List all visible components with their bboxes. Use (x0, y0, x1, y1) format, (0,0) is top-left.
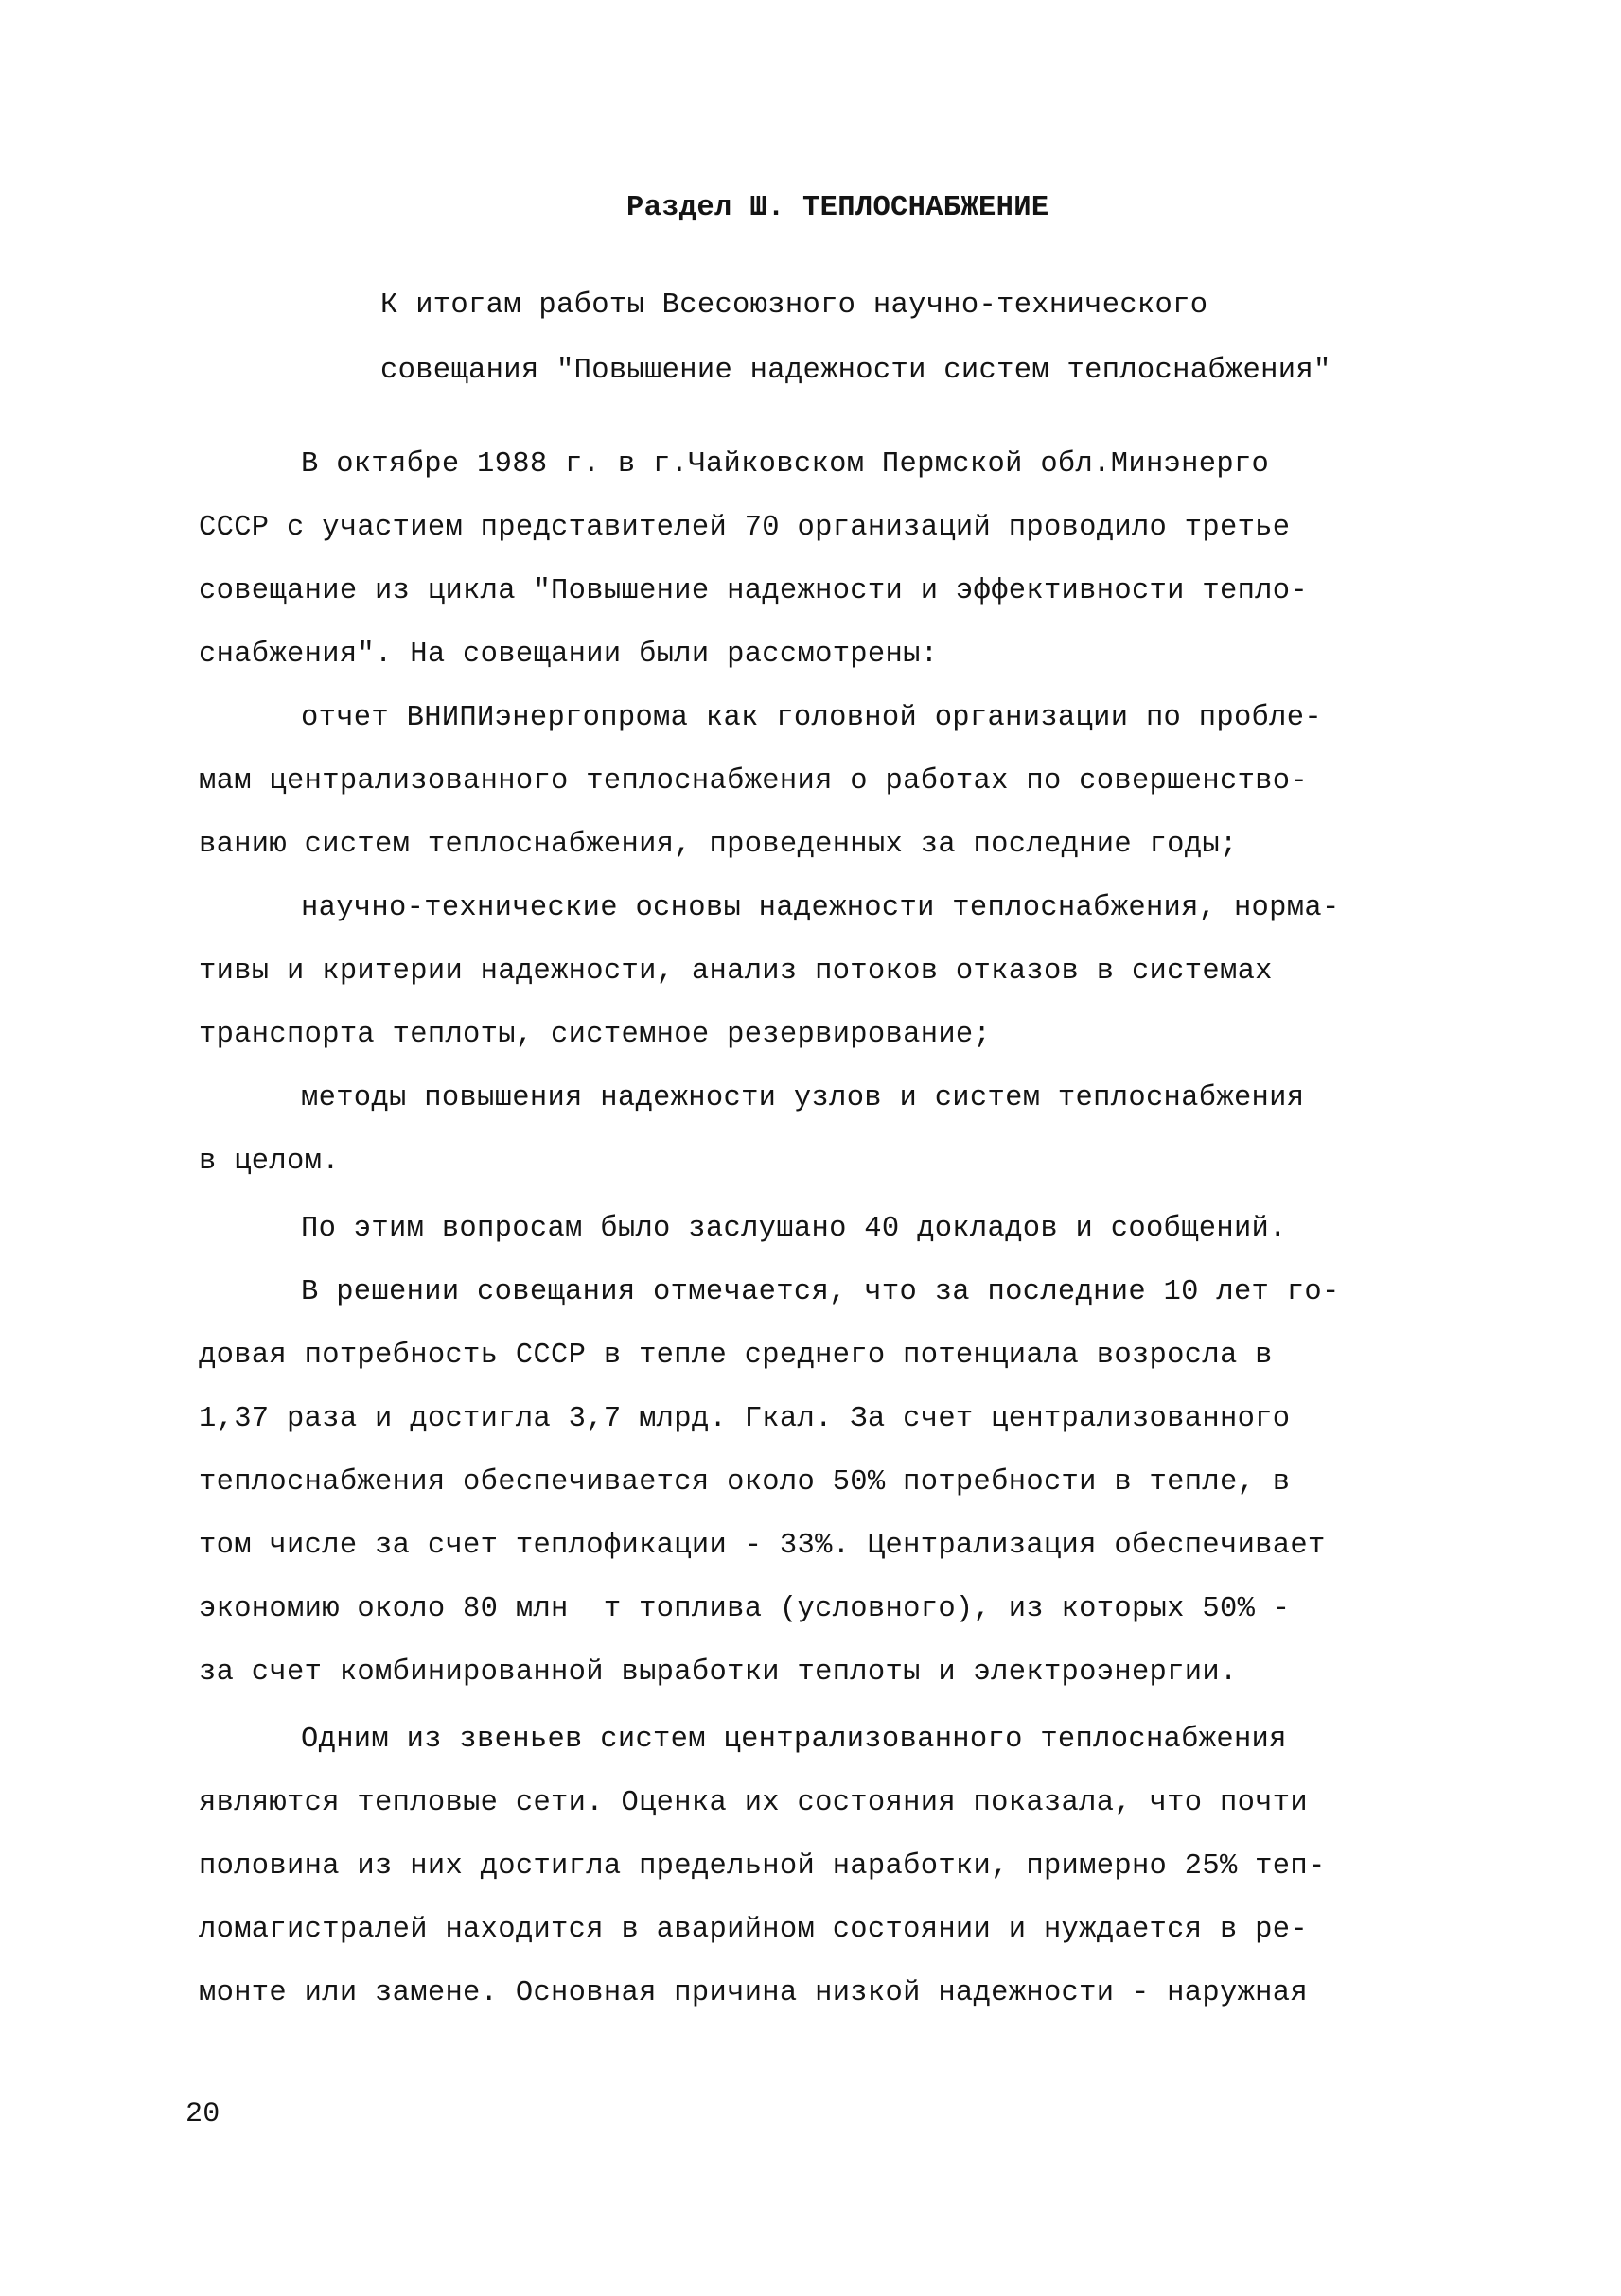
body-line: Одним из звеньев систем централизованного теплоснабжения (301, 1724, 1287, 1756)
body-line: монте или замене. Основная причина низкой надежности - наружная (199, 1977, 1308, 2009)
body-line: снабжения". На совещании были рассмотрены: (199, 639, 939, 671)
body-line: являются тепловые сети. Оценка их состояния показала, что почти (199, 1787, 1308, 1819)
body-line: транспорта теплоты, системное резервирование; (199, 1019, 992, 1051)
body-line: СССР с участием представителей 70 организаций проводило третье (199, 512, 1291, 544)
body-line: совещание из цикла "Повышение надежности и эффективности тепло- (199, 575, 1308, 607)
subtitle-line: К итогам работы Всесоюзного научно-технического (380, 289, 1208, 322)
page-number: 20 (185, 2098, 220, 2130)
body-line: 1,37 раза и достигла 3,7 млрд. Гкал. За счет централизованного (199, 1403, 1291, 1435)
body-line: научно-технические основы надежности теплоснабжения, норма- (301, 892, 1340, 924)
body-line: половина из них достигла предельной наработки, примерно 25% теп- (199, 1850, 1326, 1883)
body-line: ломагистралей находится в аварийном состоянии и нуждается в ре- (199, 1914, 1308, 1946)
body-line: довая потребность СССР в тепле среднего потенциала возросла в (199, 1340, 1273, 1372)
body-line: методы повышения надежности узлов и систем теплоснабжения (301, 1082, 1305, 1114)
body-line: В октябре 1988 г. в г.Чайковском Пермской обл.Минэнерго (301, 448, 1270, 481)
body-line: В решении совещания отмечается, что за последние 10 лет го- (301, 1276, 1340, 1308)
body-line: ванию систем теплоснабжения, проведенных за последние годы; (199, 829, 1238, 861)
body-line: экономию около 80 млн т топлива (условного), из которых 50% - (199, 1593, 1291, 1625)
subtitle-line: совещания "Повышение надежности систем теплоснабжения" (380, 355, 1331, 387)
body-line: тивы и критерии надежности, анализ потоков отказов в системах (199, 955, 1273, 988)
section-title: Раздел Ш. ТЕПЛОСНАБЖЕНИЕ (626, 192, 1049, 224)
body-line: за счет комбинированной выработки теплоты и электроэнергии. (199, 1656, 1238, 1689)
body-line: отчет ВНИПИэнергопрома как головной организации по пробле- (301, 702, 1322, 734)
body-line: теплоснабжения обеспечивается около 50% потребности в тепле, в (199, 1466, 1291, 1499)
body-line: том числе за счет теплофикации - 33%. Централизация обеспечивает (199, 1530, 1326, 1562)
body-line: По этим вопросам было заслушано 40 докладов и сообщений. (301, 1213, 1287, 1245)
body-line: в целом. (199, 1146, 340, 1178)
body-line: мам централизованного теплоснабжения о работах по совершенство- (199, 765, 1308, 797)
